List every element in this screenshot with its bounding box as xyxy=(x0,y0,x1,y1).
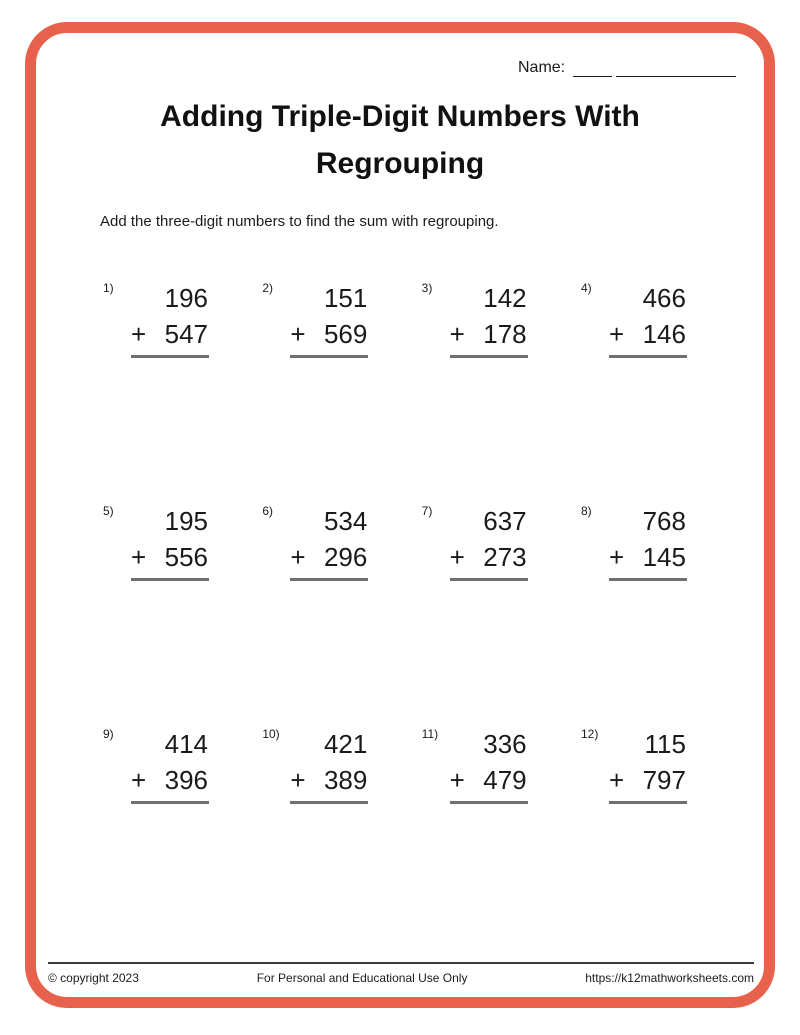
answer-blank xyxy=(609,355,687,358)
name-label: Name: xyxy=(518,59,566,76)
problems-grid xyxy=(103,280,687,804)
answer-blank xyxy=(450,578,528,581)
plus-operator: + xyxy=(608,319,625,349)
bottom-addend: 389 xyxy=(323,765,368,795)
problem-cell-11 xyxy=(422,726,528,804)
plus-operator: + xyxy=(290,319,306,349)
bottom-addend-row xyxy=(290,539,368,575)
plus-operator: + xyxy=(131,542,147,572)
problem-cell-8 xyxy=(581,503,687,581)
bottom-addend: 396 xyxy=(164,765,208,795)
problem-number: 4) xyxy=(580,281,592,295)
problem-number: 2) xyxy=(262,281,273,295)
bottom-addend: 569 xyxy=(323,319,368,349)
bottom-addend: 273 xyxy=(483,542,527,572)
bottom-addend-row xyxy=(290,762,368,798)
plus-operator: + xyxy=(131,765,147,795)
problem-body xyxy=(290,280,368,358)
problem-body xyxy=(450,503,528,581)
bottom-addend: 146 xyxy=(642,319,686,349)
top-addend: 142 xyxy=(483,283,527,313)
answer-blank xyxy=(290,578,368,581)
bottom-addend-row xyxy=(290,316,368,352)
name-blank-segment xyxy=(573,57,612,77)
top-addend: 336 xyxy=(483,729,527,759)
top-addend: 637 xyxy=(483,506,527,536)
problem-number: 3) xyxy=(421,281,433,295)
answer-blank xyxy=(290,355,368,358)
problem-cell-7 xyxy=(422,503,528,581)
problem-cell-12 xyxy=(581,726,687,804)
bottom-addend: 556 xyxy=(164,542,208,572)
problem-cell-2 xyxy=(262,280,368,358)
bottom-addend-row xyxy=(131,316,209,352)
name-blank-line xyxy=(573,57,736,77)
problem-number: 9) xyxy=(103,727,114,741)
instructions-text: Add the three-digit numbers to find the sum with regrouping. xyxy=(100,213,499,230)
bottom-addend: 479 xyxy=(483,765,527,795)
site-url: https://k12mathworksheets.com xyxy=(585,971,754,985)
problem-number: 1) xyxy=(103,281,114,295)
problem-body xyxy=(450,280,528,358)
plus-operator: + xyxy=(290,542,306,572)
bottom-addend-row xyxy=(609,316,687,352)
problem-cell-3 xyxy=(422,280,528,358)
problem-body xyxy=(131,503,209,581)
plus-operator: + xyxy=(608,765,625,795)
plus-operator: + xyxy=(449,319,465,349)
bottom-addend-row xyxy=(131,762,209,798)
top-addend: 195 xyxy=(164,506,208,536)
page-title: Adding Triple-Digit Numbers With Regrouping xyxy=(160,100,640,180)
usage-text: For Personal and Educational Use Only xyxy=(256,971,468,985)
bottom-addend-row xyxy=(131,539,209,575)
problem-cell-6 xyxy=(262,503,368,581)
page-footer xyxy=(48,962,754,985)
top-addend: 534 xyxy=(323,506,368,536)
bottom-addend-row xyxy=(609,762,687,798)
bottom-addend-row xyxy=(450,316,528,352)
bottom-addend-row xyxy=(450,762,528,798)
answer-blank xyxy=(290,801,368,804)
answer-blank xyxy=(609,578,687,581)
plus-operator: + xyxy=(608,542,625,572)
answer-blank xyxy=(450,355,528,358)
answer-blank xyxy=(609,801,687,804)
top-addend: 421 xyxy=(323,729,368,759)
problem-number: 5) xyxy=(103,504,114,518)
problem-cell-1 xyxy=(103,280,209,358)
bottom-addend-row xyxy=(450,539,528,575)
bottom-addend: 797 xyxy=(642,765,686,795)
plus-operator: + xyxy=(449,542,465,572)
plus-operator: + xyxy=(131,319,147,349)
answer-blank xyxy=(131,801,209,804)
problem-cell-5 xyxy=(103,503,209,581)
problem-body xyxy=(609,280,687,358)
name-row xyxy=(518,57,736,77)
top-addend: 115 xyxy=(644,729,686,759)
bottom-addend: 178 xyxy=(483,319,527,349)
problem-body xyxy=(131,726,209,804)
problem-cell-4 xyxy=(581,280,687,358)
bottom-addend: 547 xyxy=(164,319,208,349)
top-addend: 151 xyxy=(323,283,368,313)
plus-operator: + xyxy=(290,765,306,795)
answer-blank xyxy=(131,355,209,358)
top-addend: 414 xyxy=(164,729,208,759)
bottom-addend-row xyxy=(609,539,687,575)
problem-number: 10) xyxy=(262,727,280,741)
plus-operator: + xyxy=(449,765,465,795)
problem-body xyxy=(450,726,528,804)
copyright-text: © copyright 2023 xyxy=(48,971,139,985)
problem-number: 7) xyxy=(421,504,433,518)
problem-number: 8) xyxy=(580,504,592,518)
problem-body xyxy=(131,280,209,358)
answer-blank xyxy=(450,801,528,804)
top-addend: 466 xyxy=(642,283,686,313)
top-addend: 196 xyxy=(164,283,208,313)
problem-cell-10 xyxy=(262,726,368,804)
problem-number: 12) xyxy=(580,727,599,741)
problem-body xyxy=(609,503,687,581)
problem-body xyxy=(290,503,368,581)
top-addend: 768 xyxy=(642,506,686,536)
problem-number: 6) xyxy=(262,504,273,518)
problem-number: 11) xyxy=(421,727,439,741)
answer-blank xyxy=(131,578,209,581)
problem-cell-9 xyxy=(103,726,209,804)
name-blank-segment xyxy=(616,57,736,77)
bottom-addend: 145 xyxy=(642,542,686,572)
problem-body xyxy=(290,726,368,804)
bottom-addend: 296 xyxy=(323,542,368,572)
problem-body xyxy=(609,726,687,804)
